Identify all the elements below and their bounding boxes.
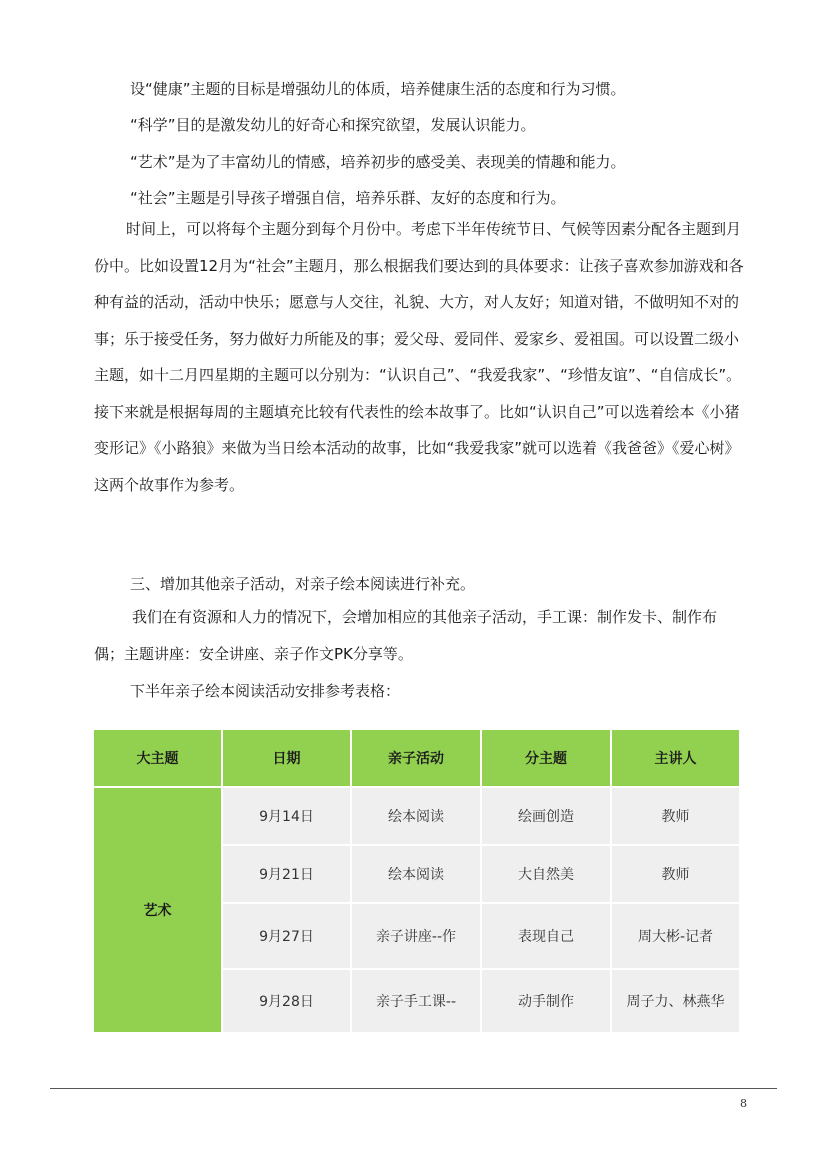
header-subtheme: 分主题 bbox=[481, 729, 611, 787]
date-cell: 9月21日 bbox=[222, 845, 351, 903]
speaker-cell: 周大彬-记者 bbox=[611, 903, 740, 969]
activity-cell: 亲子手工课-- bbox=[351, 969, 481, 1033]
date-cell: 9月28日 bbox=[222, 969, 351, 1033]
intro-line-science: “科学”目的是激发幼儿的好奇心和探究欲望，发展认识能力。 bbox=[130, 116, 536, 134]
table-intro: 下半年亲子绘本阅读活动安排参考表格： bbox=[130, 682, 401, 700]
table-row bbox=[93, 787, 740, 845]
intro-line-art: “艺术”是为了丰富幼儿的情感，培养初步的感受美、表现美的情趣和能力。 bbox=[130, 153, 626, 171]
intro-line-society: “社会”主题是引导孩子增强自信，培养乐群、友好的态度和行为。 bbox=[130, 189, 566, 207]
paragraph-time-allocation: 时间上，可以将每个主题分到每个月份中。考虑下半年传统节日、气候等因素分配各主题到月份中。比如设置12月为“社会”主题月，那么根据我们要达到的具体要求：让孩子喜欢参加游戏和各种有益的活动，活动中快乐；愿意与人交往，礼貌、大方，对人友好；知道对错，不做明知不对的事；乐于接受任务，努力做好力所能及的事；爱父母、爱同伴、爱家乡、爱祖国。可以设置二级小主题，如十二月四星期的主题可以分别为：“认识自己”、“我爱我家”、“珍惜友谊”、“自信成长”。接下来就是根据每周的主题填充比较有代表性的绘本故事了。比如“认识自己”可以选着绘本《小猪变形记》《小路狼》来做为当日绘本活动的故事，比如“我爱我家”就可以选着《我爸爸》《爱心树》这两个故事作为参考。 bbox=[94, 220, 744, 494]
subtheme-cell: 绘画创造 bbox=[481, 787, 611, 845]
subtheme-cell: 动手制作 bbox=[481, 969, 611, 1033]
speaker-cell: 教师 bbox=[611, 845, 740, 903]
activity-cell: 绘本阅读 bbox=[351, 845, 481, 903]
speaker-cell: 教师 bbox=[611, 787, 740, 845]
subtheme-cell: 表现自己 bbox=[481, 903, 611, 969]
date-cell: 9月27日 bbox=[222, 903, 351, 969]
header-speaker: 主讲人 bbox=[611, 729, 740, 787]
speaker-cell: 周子力、林燕华 bbox=[611, 969, 740, 1033]
date-cell: 9月14日 bbox=[222, 787, 351, 845]
header-main-theme: 大主题 bbox=[93, 729, 222, 787]
section-3-heading: 三、增加其他亲子活动，对亲子绘本阅读进行补充。 bbox=[130, 575, 476, 593]
subtheme-cell: 大自然美 bbox=[481, 845, 611, 903]
activity-cell: 亲子讲座--作 bbox=[351, 903, 481, 969]
activity-cell: 绘本阅读 bbox=[351, 787, 481, 845]
header-activity: 亲子活动 bbox=[351, 729, 481, 787]
header-date: 日期 bbox=[222, 729, 351, 787]
table-header-row bbox=[93, 729, 740, 787]
section-3-paragraph: 我们在有资源和人力的情况下，会增加相应的其他亲子活动，手工课：制作发卡、制作布偶；主题讲座：安全讲座、亲子作文PK分享等。 bbox=[94, 608, 718, 663]
activity-schedule-table bbox=[92, 728, 741, 1034]
main-theme-cell: 艺术 bbox=[93, 787, 222, 1033]
intro-line-health: 设“健康”主题的目标是增强幼儿的体质，培养健康生活的态度和行为习惯。 bbox=[130, 80, 626, 98]
page-number: 8 bbox=[740, 1097, 747, 1110]
footer-divider bbox=[50, 1088, 777, 1089]
